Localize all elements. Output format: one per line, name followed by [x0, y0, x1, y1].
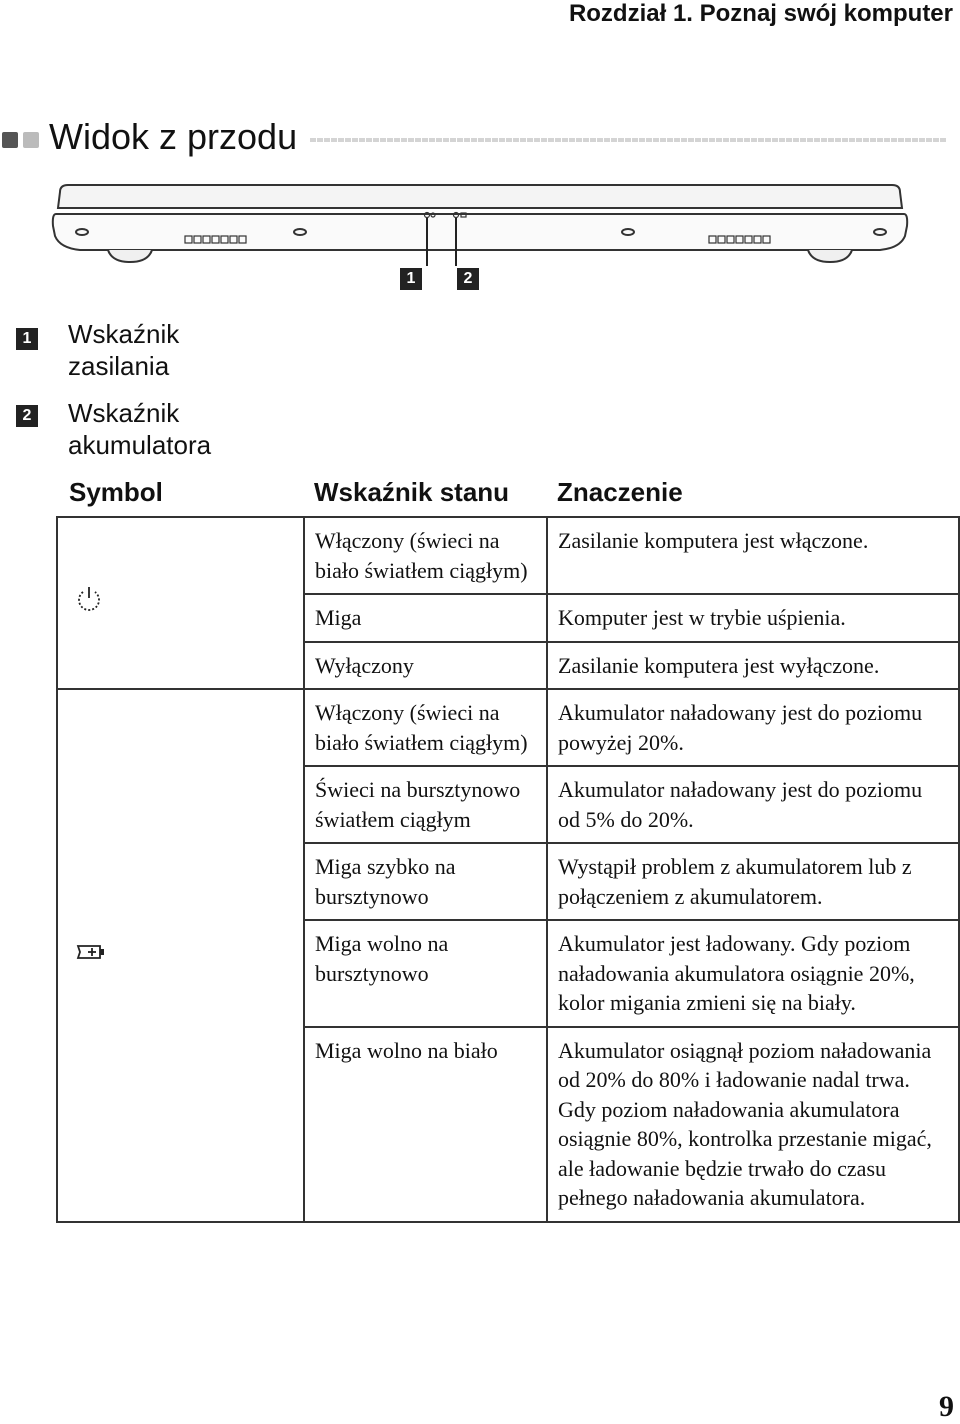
chapter-header: Rozdział 1. Poznaj swój komputer [568, 0, 953, 27]
indicator-table [56, 470, 958, 1223]
section-title: Widok z przodu [49, 116, 298, 157]
column-header-meaning: Znaczenie [547, 470, 959, 517]
legend-label-battery-indicator: Wskaźnik akumulatora [68, 398, 212, 460]
status-cell: Miga wolno na bursztynowo [304, 920, 547, 1027]
meaning-cell: Akumulator osiągnął poziom naładowania od 20% do 80% i ładowanie nadal trwa. Gdy poziom naładowania akumulatora osiągnie 80%, kontrolka przestanie migać, ale ładowanie będzie trwało do czasu pełnego naładowania akumulatora. [547, 1027, 959, 1222]
status-cell: Wyłączony [304, 642, 547, 690]
status-cell: Włączony (świeci na biało światłem ciągłym) [304, 689, 547, 766]
column-header-status: Wskaźnik stanu [304, 470, 547, 517]
status-cell: Miga szybko na bursztynowo [304, 843, 547, 920]
status-cell: Włączony (świeci na biało światłem ciągłym) [304, 517, 547, 594]
column-header-symbol: Symbol [57, 470, 304, 517]
laptop-front-view-illustration [50, 180, 910, 300]
meaning-cell: Zasilanie komputera jest wyłączone. [547, 642, 959, 690]
table-header-row [57, 470, 959, 517]
meaning-cell: Akumulator jest ładowany. Gdy poziom naładowania akumulatora osiągnie 20%, kolor migania zmieni się na biały. [547, 920, 959, 1027]
meaning-cell: Akumulator naładowany jest do poziomu powyżej 20%. [547, 689, 959, 766]
title-rule [310, 138, 946, 142]
status-cell: Miga wolno na biało [304, 1027, 547, 1222]
table-row [57, 517, 959, 594]
power-icon [74, 584, 104, 614]
status-cell: Miga [304, 594, 547, 642]
battery-icon [74, 941, 108, 963]
callout-badge-2: 2 [457, 268, 479, 290]
symbol-cell-battery [57, 689, 304, 1222]
meaning-cell: Wystąpił problem z akumulatorem lub z połączeniem z akumulatorem. [547, 843, 959, 920]
bullet-square-icon [23, 132, 39, 148]
status-cell: Świeci na bursztynowo światłem ciągłym [304, 766, 547, 843]
legend-label-power-indicator: Wskaźnik zasilania [68, 319, 180, 381]
meaning-cell: Akumulator naładowany jest do poziomu od 5% do 20%. [547, 766, 959, 843]
meaning-cell: Komputer jest w trybie uśpienia. [547, 594, 959, 642]
legend-badge-2: 2 [16, 405, 38, 427]
table-row [57, 689, 959, 766]
page-number: 9 [939, 1390, 954, 1423]
legend-badge-1: 1 [16, 328, 38, 350]
section-title-row [0, 112, 960, 162]
bullet-square-icon [2, 132, 18, 148]
symbol-cell-power [57, 517, 304, 689]
meaning-cell: Zasilanie komputera jest włączone. [547, 517, 959, 594]
callout-badge-1: 1 [400, 268, 422, 290]
